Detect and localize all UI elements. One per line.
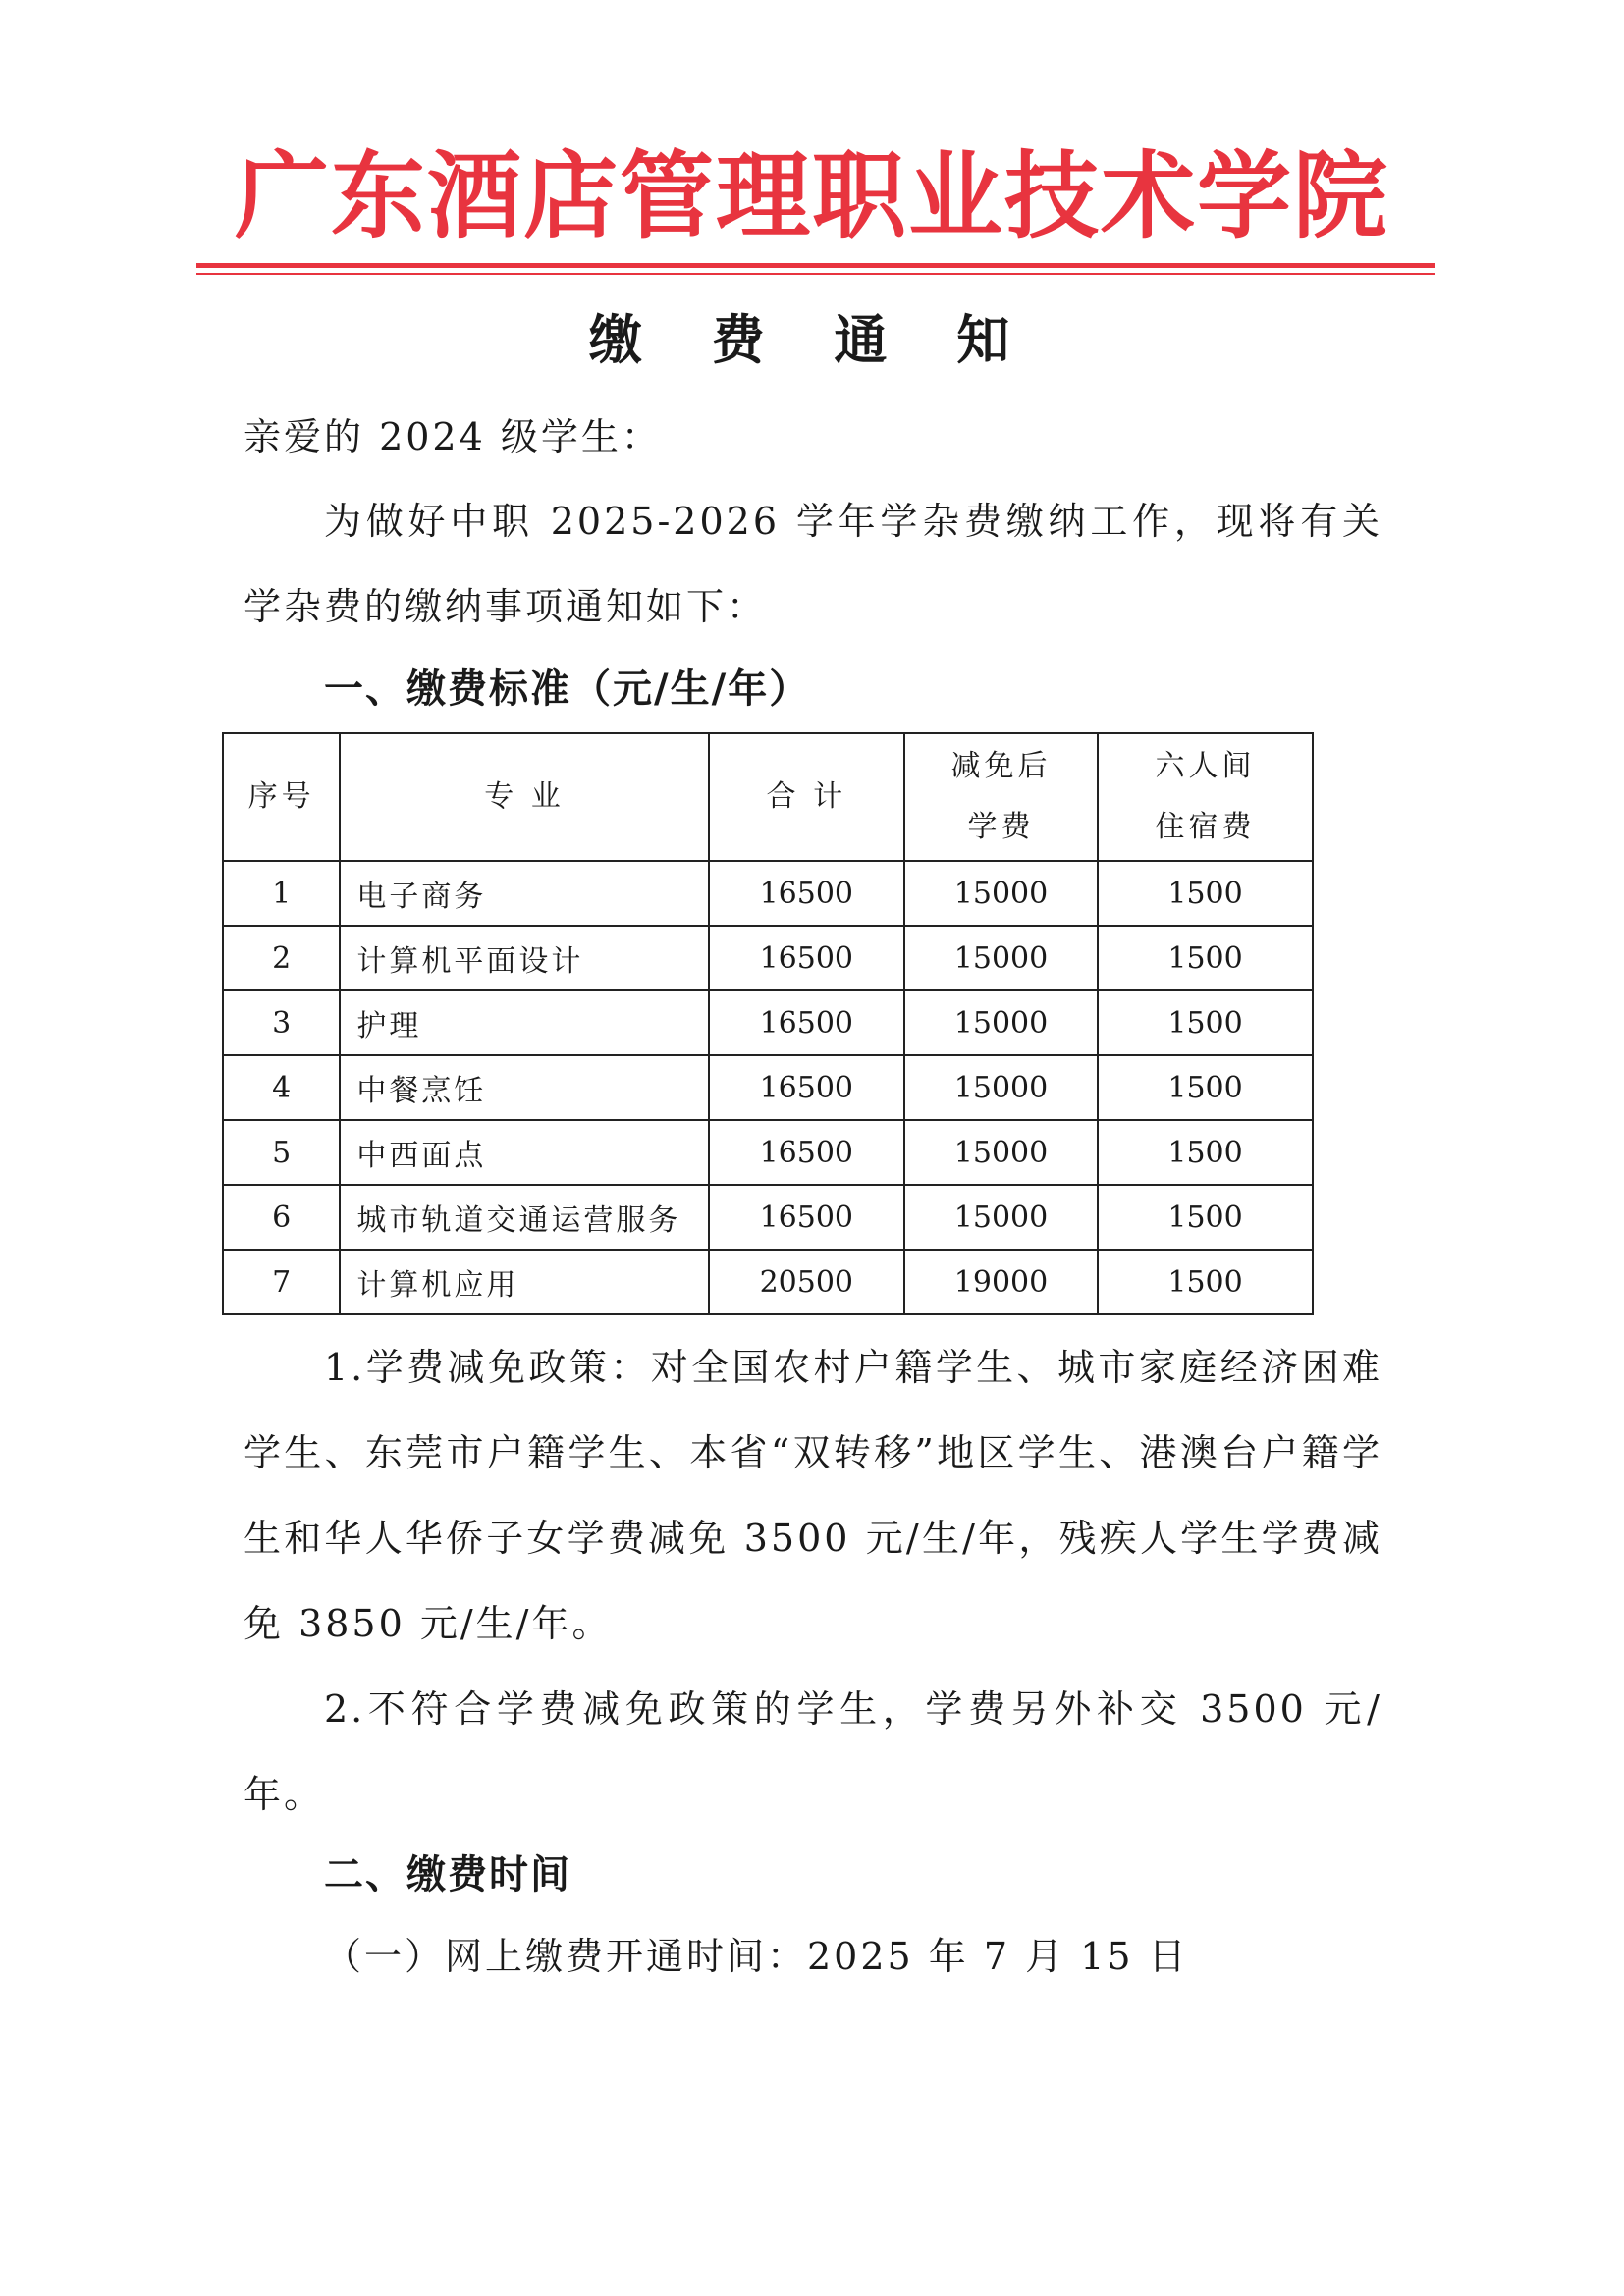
letterhead-rule-thin	[196, 273, 1435, 275]
letterhead-rule-thick	[196, 263, 1435, 268]
cell-total: 16500	[709, 861, 904, 926]
table-row	[223, 926, 1313, 990]
table-row	[223, 1120, 1313, 1185]
online-payment-open-date: （一）网上缴费开通时间：2025 年 7 月 15 日	[324, 1935, 1189, 1978]
cell-no: 1	[223, 861, 340, 926]
greeting: 亲爱的 2024 级学生：	[244, 415, 662, 458]
fee-table	[222, 732, 1314, 1315]
fee-waiver-policy: 1.学费减免政策：对全国农村户籍学生、城市家庭经济困难学生、东莞市户籍学生、本省“双转移”地区学生、港澳台户籍学生和华人华侨子女学费减免 3500 元/生/年，残疾人学生学费减免 3850 元/生/年。	[244, 1346, 1382, 1645]
intro-paragraph: 为做好中职 2025-2026 学年学杂费缴纳工作，现将有关学杂费的缴纳事项通知如下：	[244, 500, 1382, 628]
header-total: 合 计	[709, 733, 904, 861]
document-title: 缴 费 通 知	[588, 309, 1036, 371]
section1-heading: 一、缴费标准（元/生/年）	[324, 667, 811, 712]
cell-no: 6	[223, 1185, 340, 1250]
cell-tuition: 15000	[904, 1055, 1098, 1120]
cell-tuition: 15000	[904, 861, 1098, 926]
cell-total: 16500	[709, 990, 904, 1055]
cell-major: 计算机应用	[340, 1250, 708, 1314]
cell-no: 2	[223, 926, 340, 990]
cell-tuition: 15000	[904, 990, 1098, 1055]
letterhead-institution-name: 广东酒店管理职业技术学院	[235, 141, 1389, 251]
cell-no: 7	[223, 1250, 340, 1314]
table-row	[223, 1185, 1313, 1250]
cell-dorm: 1500	[1098, 1185, 1313, 1250]
cell-major: 电子商务	[340, 861, 708, 926]
cell-major: 城市轨道交通运营服务	[340, 1185, 708, 1250]
cell-no: 4	[223, 1055, 340, 1120]
cell-tuition: 15000	[904, 1185, 1098, 1250]
section2-heading: 二、缴费时间	[324, 1852, 571, 1897]
cell-major: 计算机平面设计	[340, 926, 708, 990]
cell-dorm: 1500	[1098, 1250, 1313, 1314]
header-major: 专 业	[340, 733, 708, 861]
header-tuition: 减免后 学费	[904, 733, 1098, 861]
fee-table-header-row	[223, 733, 1313, 861]
header-index: 序号	[223, 733, 340, 861]
cell-major: 中餐烹饪	[340, 1055, 708, 1120]
header-dorm: 六人间 住宿费	[1098, 733, 1313, 861]
cell-tuition: 15000	[904, 1120, 1098, 1185]
table-row	[223, 861, 1313, 926]
cell-tuition: 19000	[904, 1250, 1098, 1314]
cell-no: 3	[223, 990, 340, 1055]
cell-dorm: 1500	[1098, 861, 1313, 926]
fee-supplement-note: 2.不符合学费减免政策的学生，学费另外补交 3500 元/年。	[244, 1687, 1382, 1816]
cell-tuition: 15000	[904, 926, 1098, 990]
cell-major: 护理	[340, 990, 708, 1055]
cell-total: 16500	[709, 1055, 904, 1120]
cell-major: 中西面点	[340, 1120, 708, 1185]
cell-total: 16500	[709, 926, 904, 990]
table-row	[223, 1055, 1313, 1120]
cell-dorm: 1500	[1098, 1055, 1313, 1120]
table-row	[223, 1250, 1313, 1314]
cell-total: 20500	[709, 1250, 904, 1314]
cell-no: 5	[223, 1120, 340, 1185]
cell-total: 16500	[709, 1185, 904, 1250]
cell-dorm: 1500	[1098, 990, 1313, 1055]
cell-dorm: 1500	[1098, 926, 1313, 990]
cell-total: 16500	[709, 1120, 904, 1185]
cell-dorm: 1500	[1098, 1120, 1313, 1185]
table-row	[223, 990, 1313, 1055]
